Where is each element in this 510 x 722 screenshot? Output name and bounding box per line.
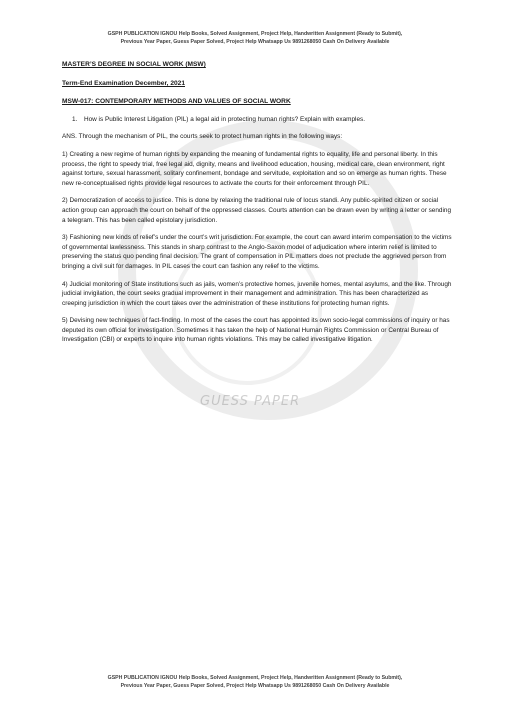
answer-point-3: 3) Fashioning new kinds of relief’s under the court’s writ jurisdiction. For example, the court can award interim compensation to the victims of governmental lawlessness. This stands in sharp contrast to the Anglo-Saxon model of adjudication where interim relief is limited to preserving the status quo pending final decision. The grant of compensation in PIL matters does not preclude the aggrieved person from bringing a civil suit for damages. In PIL cases the court can fashion any relief to the victims. [62,234,452,270]
answer-intro: ANS. Through the mechanism of PIL, the courts seek to protect human rights in the following ways: [62,133,343,141]
question-number: 1. [72,115,78,123]
footer-banner [40,674,470,690]
document-content [62,60,454,345]
answer-point-2: 2) Democratization of access to justice. This is done by relaxing the traditional rule of locus standi. Any public-spirited citizen or social action group can approach the court on behalf of the oppressed classes. Courts attention can be drawn even by writing a letter or sending a telegram. This has been called epistolary jurisdiction. [62,197,452,224]
header-banner-line-2: Previous Year Paper, Guess Paper Solved, Project Help Whatsapp Us 9891268050 Cash On Delivery Available [120,39,390,45]
watermark-text: GUESS PAPER [200,394,301,409]
degree-heading: MASTER’S DEGREE IN SOCIAL WORK (MSW) [62,61,206,68]
exam-heading: Term-End Examination December, 2021 [62,79,186,87]
footer-banner-line-2: Previous Year Paper, Guess Paper Solved, Project Help Whatsapp Us 9891268050 Cash On Delivery Available [120,683,390,689]
question-text: How is Public Interest Litigation (PIL) a legal aid in protecting human rights? Explain with examples. [84,115,365,123]
answer-point-5: 5) Devising new techniques of fact-finding. In most of the cases the court has appointed its own socio-legal commissions of inquiry or has deputed its own official for investigation. Sometimes it has taken the help of National Human Rights Commission or Central Bureau of Investigation (CBI) or experts to inquire into human rights violations. This may be called investigative litigation. [62,317,450,344]
answer-point-1: 1) Creating a new regime of human rights by expanding the meaning of fundamental rights to equality, life and personal liberty. In this process, the right to speedy trial, free legal aid, dignity, means and livelihood education, housing, medical care, clean environment, right against torture, sexual harassment, solitary confinement, bondage and servitude, exploitation and so on emerge as human rights. These new re-conceptualised rights provide legal resources to activate the courts for their enforcement through PIL. [62,150,447,187]
header-banner [40,30,470,46]
footer-banner-line-1: GSPH PUBLICATION IGNOU Help Books, Solved Assignment, Project Help, Handwritten Assignment (Ready to Submit), [107,675,403,681]
header-banner-line-1: GSPH PUBLICATION IGNOU Help Books, Solved Assignment, Project Help, Handwritten Assignment (Ready to Submit), [107,31,403,37]
answer-point-4: 4) Judicial monitoring of State institutions such as jails, women’s protective homes, juvenile homes, mental asylums, and the like. Through judicial invigilation, the court seeks gradual improvement in their management and administration. This has been characterized as creeping jurisdiction in which the court takes over the administration of these institutions for protecting human rights. [62,280,452,307]
course-heading: MSW-017: CONTEMPORARY METHODS AND VALUES OF SOCIAL WORK [62,98,291,106]
question-item [62,115,454,125]
